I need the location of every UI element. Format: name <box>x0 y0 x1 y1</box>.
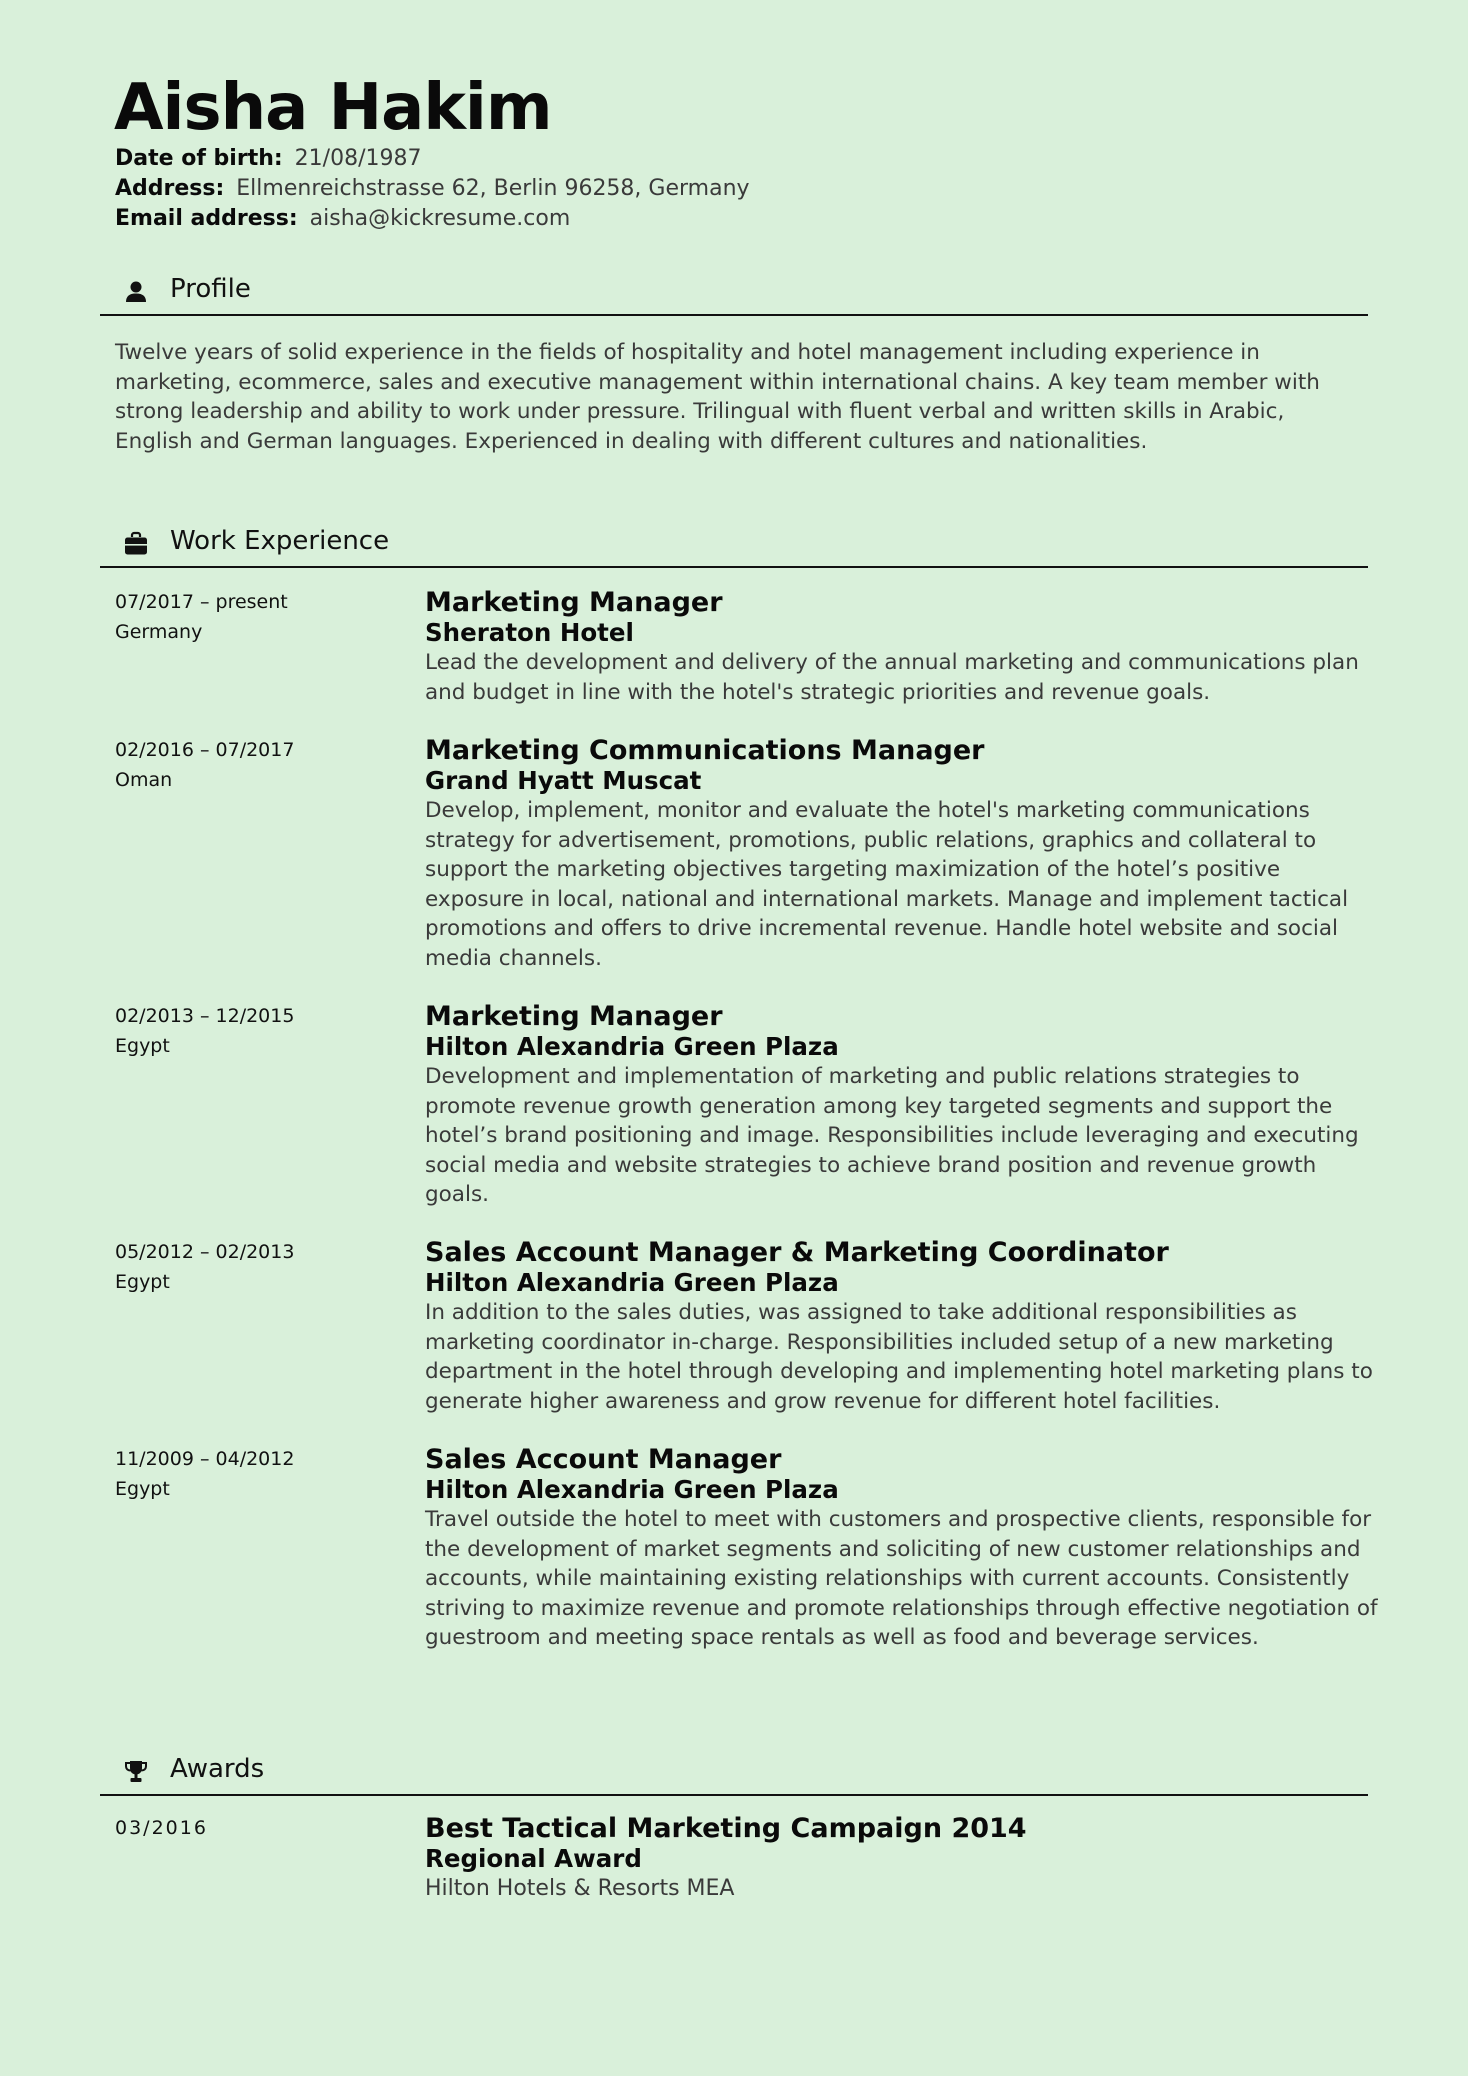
work-role: Marketing Communications Manager <box>425 735 985 766</box>
work-description: Develop, implement, monitor and evaluate the hotel's marketing communications strategy for advertisement, promotions, public relations, graphics and collateral to support the marketing objectives targeting maximization of the hotel’s positive exposure in local, national and international markets. Manage and implement tactical promotions and offers to drive incremental revenue. Handle hotel website and social media channels. <box>425 798 1349 971</box>
work-entry-content <box>425 736 1385 974</box>
briefcase-icon <box>122 530 150 558</box>
work-entry-meta <box>115 1445 405 1504</box>
work-location: Oman <box>115 768 173 791</box>
award-subtitle: Regional Award <box>425 1844 642 1873</box>
person-icon <box>122 278 150 306</box>
work-entry-meta <box>115 736 405 795</box>
address-label: Address: <box>115 176 225 201</box>
email-value[interactable]: aisha@kickresume.com <box>309 206 571 231</box>
contact-block <box>115 144 750 234</box>
work-dates: 07/2017 – present <box>115 591 288 613</box>
work-dates: 02/2016 – 07/2017 <box>115 739 295 761</box>
work-company: Hilton Alexandria Green Plaza <box>425 1032 839 1061</box>
work-entry-content <box>425 588 1385 707</box>
email-label: Email address: <box>115 206 298 231</box>
dob-value: 21/08/1987 <box>294 146 422 171</box>
work-description: Development and implementation of marketing and public relations strategies to promote revenue growth generation among key targeted segments and support the hotel’s brand positioning and image. Responsibilities include leveraging and executing social media and website strategies to achieve brand position and revenue growth goals. <box>425 1064 1359 1208</box>
award-entry-content <box>425 1814 1385 1904</box>
work-description: In addition to the sales duties, was assigned to take additional responsibilities as marketing coordinator in-charge. Responsibilities included setup of a new marketing department in the hotel through developing and implementing hotel marketing plans to generate higher awareness and grow revenue for different hotel facilities. <box>425 1300 1373 1414</box>
work-role: Sales Account Manager & Marketing Coordinator <box>425 1237 1169 1268</box>
email-row <box>115 204 750 234</box>
address-row <box>115 174 750 204</box>
work-location: Egypt <box>115 1034 170 1057</box>
address-value: Ellmenreichstrasse 62, Berlin 96258, Germany <box>236 176 750 201</box>
work-role: Sales Account Manager <box>425 1444 782 1475</box>
profile-title: Profile <box>170 274 251 304</box>
work-role: Marketing Manager <box>425 1001 723 1032</box>
work-entry-content <box>425 1445 1385 1653</box>
award-date: 03/2016 <box>115 1817 208 1839</box>
dob-row <box>115 144 750 174</box>
award-issuer: Hilton Hotels & Resorts MEA <box>425 1876 735 1901</box>
work-location: Egypt <box>115 1477 170 1500</box>
trophy-icon <box>122 1758 150 1786</box>
work-role: Marketing Manager <box>425 587 723 618</box>
work-title: Work Experience <box>170 526 390 556</box>
work-dates: 02/2013 – 12/2015 <box>115 1005 295 1027</box>
awards-section-header <box>100 1748 1368 1796</box>
work-entry-meta <box>115 1238 405 1297</box>
candidate-name: Aisha Hakim <box>114 71 552 145</box>
work-description: Lead the development and delivery of the annual marketing and communications plan and budget in line with the hotel's strategic priorities and revenue goals. <box>425 650 1359 705</box>
work-location: Egypt <box>115 1270 170 1293</box>
work-location: Germany <box>115 620 203 643</box>
work-entry-meta <box>115 1002 405 1061</box>
profile-summary: Twelve years of solid experience in the fields of hospitality and hotel management including experience in marketing, ecommerce, sales and executive management within international chains. A key team member with strong leadership and ability to work under pressure. Trilingual with fluent verbal and written skills in Arabic, English and German languages. Experienced in dealing with different cultures and nationalities. <box>115 340 1320 454</box>
awards-title: Awards <box>170 1754 265 1784</box>
work-entry-content <box>425 1002 1385 1210</box>
work-dates: 05/2012 – 02/2013 <box>115 1241 295 1263</box>
work-company: Hilton Alexandria Green Plaza <box>425 1475 839 1504</box>
work-company: Sheraton Hotel <box>425 618 634 647</box>
award-title: Best Tactical Marketing Campaign 2014 <box>425 1813 1027 1844</box>
award-entry-meta <box>115 1814 405 1844</box>
work-company: Grand Hyatt Muscat <box>425 766 702 795</box>
work-description: Travel outside the hotel to meet with customers and prospective clients, responsible for the development of market segments and soliciting of new customer relationships and accounts, while maintaining existing relationships with current accounts. Consistently striving to maximize revenue and promote relationships through effective negotiation of guestroom and meeting space rentals as well as food and beverage services. <box>425 1507 1378 1651</box>
dob-label: Date of birth: <box>115 146 283 171</box>
work-dates: 11/2009 – 04/2012 <box>115 1448 295 1470</box>
work-entry-content <box>425 1238 1385 1416</box>
work-company: Hilton Alexandria Green Plaza <box>425 1268 839 1297</box>
work-section-header <box>100 520 1368 568</box>
profile-section-header <box>100 268 1368 316</box>
work-entry-meta <box>115 588 405 647</box>
